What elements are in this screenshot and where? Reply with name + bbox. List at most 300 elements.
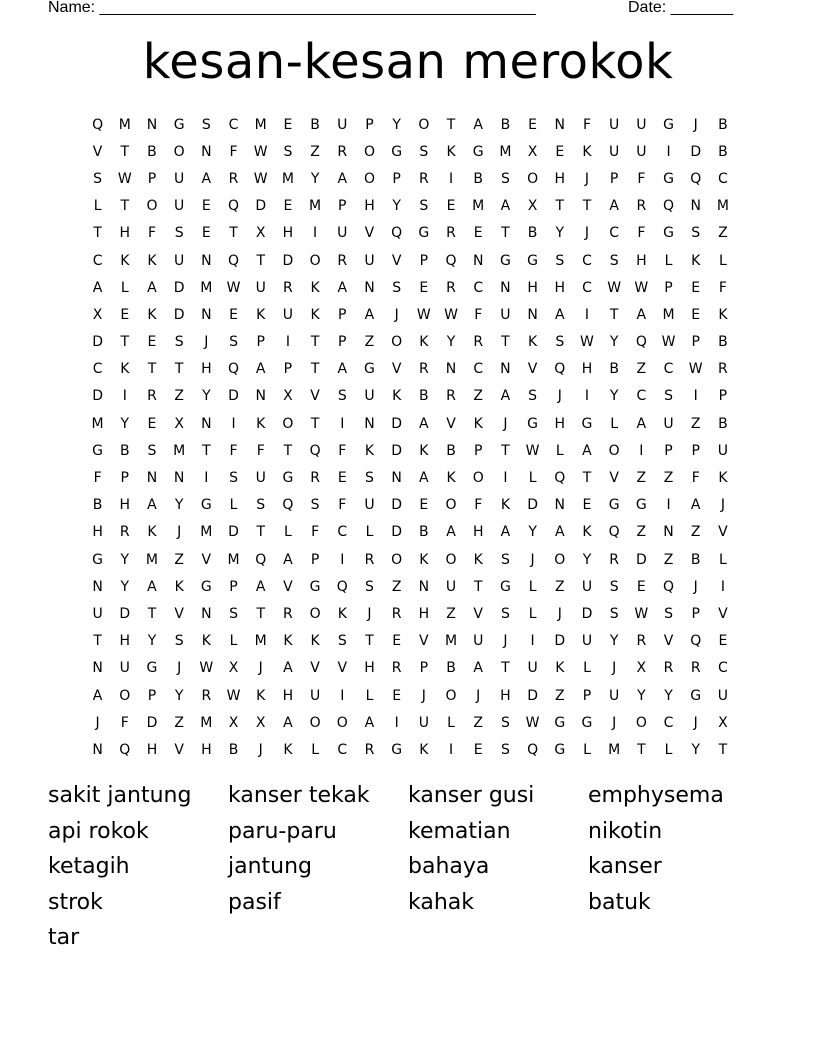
grid-letter: H — [119, 225, 131, 242]
grid-letter: L — [583, 741, 591, 758]
grid-letter: U — [174, 198, 185, 215]
grid-letter: G — [663, 116, 674, 133]
grid-letter: O — [554, 551, 566, 568]
grid-letter: V — [663, 633, 674, 650]
grid-letter: K — [473, 551, 483, 568]
grid-letter: I — [720, 578, 725, 595]
grid-letter: B — [527, 225, 538, 242]
grid-letter: A — [500, 388, 511, 405]
grid-letter: T — [365, 633, 374, 650]
grid-letter: N — [173, 470, 185, 487]
grid-letter: A — [500, 198, 511, 215]
grid-letter: V — [527, 361, 538, 378]
grid-letter: R — [609, 551, 620, 568]
grid-letter: P — [419, 252, 429, 269]
grid-letter: L — [664, 252, 673, 269]
grid-letter: T — [147, 361, 157, 378]
grid-letter: B — [446, 442, 456, 459]
grid-letter: Z — [364, 334, 375, 351]
grid-letter: M — [472, 198, 485, 215]
grid-letter: R — [228, 170, 239, 187]
grid-letter: D — [228, 388, 239, 405]
grid-letter: F — [718, 279, 727, 296]
grid-letter: D — [391, 415, 403, 432]
grid-letter: J — [557, 605, 562, 622]
grid-letter: A — [337, 279, 348, 296]
grid-letter: Y — [392, 198, 401, 215]
grid-letter: G — [608, 497, 620, 514]
grid-letter: J — [503, 415, 508, 432]
grid-letter: S — [174, 334, 184, 351]
grid-letter: X — [228, 660, 239, 677]
grid-letter: J — [367, 605, 372, 622]
grid-letter: Y — [691, 741, 700, 758]
grid-letter: L — [311, 741, 319, 758]
grid-letter: I — [693, 388, 698, 405]
grid-letter: H — [527, 279, 538, 296]
grid-letter: P — [147, 687, 157, 704]
grid-letter: P — [120, 470, 129, 487]
grid-letter: K — [419, 551, 429, 568]
grid-letter: T — [501, 442, 510, 459]
grid-letter: P — [664, 279, 673, 296]
grid-letter: O — [445, 687, 457, 704]
grid-letter: I — [448, 170, 454, 187]
grid-letter: P — [365, 116, 374, 133]
word-list-item: ketagih — [48, 854, 130, 880]
grid-letter: F — [229, 143, 238, 160]
grid-letter: M — [118, 116, 131, 133]
grid-letter: K — [419, 741, 429, 758]
grid-letter: Q — [608, 524, 620, 541]
grid-letter: T — [120, 143, 130, 160]
grid-letter: Q — [228, 361, 240, 378]
grid-letter: G — [690, 687, 702, 704]
grid-letter: W — [525, 442, 540, 459]
grid-letter: P — [691, 605, 700, 622]
grid-letter: L — [610, 415, 619, 432]
grid-letter: P — [473, 442, 483, 459]
grid-letter: Z — [174, 388, 184, 405]
grid-letter: J — [530, 551, 535, 568]
grid-letter: O — [363, 143, 375, 160]
grid-letter: N — [472, 252, 484, 269]
grid-letter: A — [255, 361, 266, 378]
grid-letter: A — [473, 116, 483, 133]
grid-letter: R — [391, 660, 402, 677]
grid-letter: E — [283, 116, 293, 133]
grid-letter: S — [256, 497, 266, 514]
grid-letter: R — [446, 388, 456, 405]
grid-letter: D — [173, 279, 185, 296]
grid-letter: R — [337, 143, 348, 160]
grid-letter: X — [718, 714, 728, 731]
grid-letter: J — [584, 225, 590, 242]
grid-letter: T — [555, 198, 565, 215]
grid-letter: R — [636, 198, 647, 215]
grid-letter: S — [664, 605, 673, 622]
grid-letter: G — [499, 252, 511, 269]
grid-letter: U — [282, 306, 294, 323]
grid-letter: C — [663, 714, 674, 731]
grid-letter: T — [501, 225, 510, 242]
grid-letter: S — [229, 605, 238, 622]
grid-letter: A — [92, 279, 103, 296]
grid-letter: T — [202, 442, 211, 459]
grid-letter: G — [391, 741, 403, 758]
grid-letter: X — [527, 198, 538, 215]
grid-letter: J — [177, 660, 182, 677]
grid-letter: D — [282, 252, 294, 269]
grid-letter: I — [394, 714, 399, 731]
grid-letter: S — [174, 225, 184, 242]
grid-letter: R — [718, 361, 728, 378]
grid-letter: W — [661, 334, 676, 351]
grid-letter: S — [337, 633, 347, 650]
grid-letter: K — [582, 524, 592, 541]
grid-letter: B — [147, 143, 157, 160]
grid-letter: F — [582, 116, 591, 133]
grid-letter: U — [473, 633, 484, 650]
grid-letter: N — [364, 279, 375, 296]
grid-letter: C — [228, 116, 239, 133]
grid-letter: D — [228, 524, 239, 541]
grid-letter: R — [283, 279, 293, 296]
grid-letter: Q — [336, 578, 348, 595]
word-list-item: batuk — [588, 889, 651, 915]
grid-letter: N — [391, 470, 402, 487]
grid-letter: N — [554, 116, 566, 133]
grid-letter: F — [256, 442, 265, 459]
grid-letter: K — [337, 605, 347, 622]
grid-letter: V — [473, 605, 483, 622]
grid-letter: D — [690, 143, 702, 160]
grid-letter: P — [229, 578, 238, 595]
grid-letter: O — [309, 605, 321, 622]
grid-letter: S — [419, 198, 429, 215]
grid-letter: N — [554, 497, 566, 514]
grid-letter: S — [609, 605, 619, 622]
grid-letter: C — [663, 361, 674, 378]
grid-letter: A — [554, 524, 565, 541]
grid-letter: O — [173, 143, 185, 160]
grid-letter: F — [637, 170, 646, 187]
grid-letter: M — [145, 551, 159, 568]
grid-letter: H — [119, 497, 131, 514]
grid-letter: U — [609, 687, 620, 704]
grid-letter: X — [174, 415, 184, 432]
grid-letter: F — [229, 442, 238, 459]
grid-letter: B — [473, 170, 484, 187]
grid-letter: I — [503, 470, 508, 487]
grid-letter: W — [607, 279, 622, 296]
grid-letter: Z — [690, 524, 701, 541]
grid-letter: L — [93, 198, 102, 215]
grid-letter: Q — [309, 442, 321, 459]
grid-letter: W — [688, 361, 703, 378]
grid-letter: K — [392, 388, 402, 405]
grid-letter: K — [174, 578, 184, 595]
grid-letter: L — [447, 714, 455, 731]
grid-letter: E — [229, 306, 238, 323]
grid-letter: E — [201, 198, 211, 215]
grid-letter: S — [664, 388, 673, 405]
grid-letter: T — [93, 633, 102, 650]
grid-letter: F — [120, 714, 129, 731]
word-list-item: nikotin — [588, 818, 663, 844]
grid-letter: R — [446, 225, 456, 242]
grid-letter: I — [122, 388, 127, 405]
grid-letter: E — [147, 415, 157, 432]
grid-letter: Y — [664, 687, 673, 704]
grid-letter: I — [666, 497, 671, 514]
grid-letter: A — [419, 470, 429, 487]
grid-letter: K — [201, 633, 211, 650]
grid-letter: G — [499, 578, 511, 595]
grid-letter: H — [201, 361, 212, 378]
grid-letter: L — [719, 551, 727, 568]
grid-letter: J — [693, 116, 698, 133]
grid-letter: Y — [120, 578, 130, 595]
grid-letter: D — [119, 605, 131, 622]
grid-letter: R — [473, 334, 484, 351]
grid-letter: K — [419, 334, 429, 351]
grid-letter: I — [639, 442, 644, 459]
grid-letter: V — [419, 633, 429, 650]
grid-letter: R — [636, 633, 647, 650]
grid-letter: U — [255, 470, 266, 487]
grid-letter: R — [364, 741, 375, 758]
grid-letter: K — [446, 143, 456, 160]
grid-letter: J — [394, 306, 399, 323]
grid-letter: O — [119, 687, 131, 704]
grid-letter: Z — [310, 143, 320, 160]
grid-letter: M — [91, 415, 104, 432]
grid-letter: R — [119, 524, 130, 541]
grid-letter: E — [691, 306, 701, 323]
grid-letter: S — [365, 470, 374, 487]
grid-letter: P — [392, 170, 401, 187]
grid-letter: A — [473, 660, 483, 677]
grid-letter: U — [119, 660, 130, 677]
grid-letter: R — [201, 687, 212, 704]
grid-letter: S — [691, 225, 701, 242]
grid-letter: P — [691, 334, 700, 351]
grid-letter: N — [92, 741, 103, 758]
grid-letter: X — [527, 143, 538, 160]
grid-letter: R — [418, 361, 429, 378]
grid-letter: A — [364, 306, 375, 323]
grid-letter: G — [282, 470, 294, 487]
grid-letter: G — [581, 415, 593, 432]
page-title: kesan-kesan merokok — [142, 34, 674, 90]
grid-letter: I — [340, 687, 345, 704]
grid-letter: S — [365, 578, 374, 595]
grid-letter: F — [147, 225, 156, 242]
grid-letter: A — [283, 551, 293, 568]
grid-letter: K — [283, 741, 293, 758]
grid-letter: S — [500, 714, 510, 731]
grid-letter: Z — [473, 714, 484, 731]
grid-letter: D — [173, 306, 185, 323]
grid-letter: V — [391, 361, 402, 378]
grid-letter: V — [718, 605, 728, 622]
grid-letter: P — [691, 442, 700, 459]
grid-letter: O — [146, 198, 158, 215]
grid-letter: U — [717, 442, 729, 459]
grid-letter: A — [337, 361, 348, 378]
word-list-item: kanser gusi — [408, 783, 535, 808]
grid-letter: T — [93, 225, 102, 242]
grid-letter: Y — [555, 225, 565, 242]
grid-letter: T — [147, 605, 157, 622]
grid-letter: G — [200, 497, 212, 514]
grid-letter: K — [500, 497, 510, 514]
name-field-label: Name: _________________________________________________ — [48, 0, 536, 16]
grid-letter: W — [634, 279, 649, 296]
grid-letter: O — [527, 170, 539, 187]
grid-letter: Y — [637, 687, 646, 704]
grid-letter: V — [364, 225, 375, 242]
grid-letter: O — [608, 442, 620, 459]
grid-letter: H — [282, 687, 294, 704]
grid-letter: U — [636, 116, 647, 133]
grid-letter: U — [364, 388, 375, 405]
grid-letter: T — [174, 361, 184, 378]
grid-letter: T — [310, 361, 320, 378]
grid-letter: C — [92, 252, 103, 269]
grid-letter: I — [448, 741, 454, 758]
grid-letter: R — [418, 170, 429, 187]
grid-letter: V — [310, 660, 320, 677]
grid-letter: I — [340, 551, 345, 568]
grid-letter: H — [92, 524, 103, 541]
grid-letter: L — [555, 442, 564, 459]
grid-letter: B — [718, 415, 728, 432]
grid-letter: C — [582, 279, 592, 296]
grid-letter: G — [663, 170, 674, 187]
grid-letter: T — [120, 334, 130, 351]
grid-letter: U — [418, 714, 429, 731]
grid-letter: W — [444, 306, 458, 323]
grid-letter: E — [419, 497, 429, 514]
grid-letter: U — [663, 415, 674, 432]
grid-letter: H — [636, 252, 647, 269]
word-list-item: kanser — [588, 854, 662, 880]
grid-letter: D — [635, 551, 647, 568]
grid-letter: Q — [445, 252, 457, 269]
grid-letter: V — [92, 143, 103, 160]
grid-letter: S — [310, 497, 320, 514]
grid-letter: H — [554, 279, 566, 296]
grid-letter: P — [256, 334, 265, 351]
grid-letter: L — [365, 524, 374, 541]
grid-letter: L — [664, 741, 673, 758]
grid-letter: K — [256, 306, 266, 323]
grid-letter: A — [419, 415, 429, 432]
grid-letter: K — [419, 442, 429, 459]
grid-letter: I — [231, 415, 236, 432]
grid-letter: K — [256, 415, 266, 432]
grid-letter: J — [258, 741, 263, 758]
grid-letter: S — [229, 470, 238, 487]
letter-grid — [84, 111, 737, 764]
grid-letter: U — [609, 143, 620, 160]
grid-letter: P — [718, 388, 728, 405]
grid-letter: U — [527, 660, 538, 677]
grid-letter: Y — [609, 334, 619, 351]
grid-letter: M — [173, 442, 186, 459]
grid-letter: N — [201, 143, 212, 160]
grid-letter: H — [364, 660, 375, 677]
grid-letter: N — [500, 279, 511, 296]
grid-letter: O — [309, 252, 321, 269]
word-list-item: strok — [48, 889, 103, 915]
word-list-item: pasif — [228, 889, 281, 915]
grid-letter: M — [309, 198, 322, 215]
grid-letter: C — [473, 361, 484, 378]
grid-letter: Z — [554, 687, 565, 704]
grid-letter: H — [472, 524, 484, 541]
grid-letter: H — [554, 415, 566, 432]
grid-letter: N — [364, 415, 375, 432]
grid-letter: G — [391, 143, 403, 160]
grid-letter: O — [635, 714, 647, 731]
word-list-item: bahaya — [408, 854, 490, 880]
grid-letter: D — [581, 605, 593, 622]
grid-letter: G — [527, 415, 539, 432]
grid-letter: X — [92, 306, 103, 323]
grid-letter: T — [310, 334, 320, 351]
grid-letter: C — [337, 524, 348, 541]
grid-letter: T — [229, 225, 238, 242]
grid-letter: Y — [174, 687, 184, 704]
grid-letter: X — [228, 714, 239, 731]
grid-letter: P — [338, 306, 347, 323]
grid-letter: D — [92, 388, 103, 405]
grid-letter: E — [528, 116, 538, 133]
grid-letter: U — [337, 116, 348, 133]
grid-letter: U — [445, 578, 457, 595]
grid-letter: F — [311, 524, 320, 541]
grid-letter: H — [201, 741, 212, 758]
grid-letter: G — [527, 252, 539, 269]
grid-letter: B — [609, 361, 619, 378]
grid-letter: K — [718, 470, 728, 487]
grid-letter: V — [337, 660, 348, 677]
grid-letter: A — [554, 306, 565, 323]
grid-letter: I — [340, 415, 345, 432]
grid-letter: N — [500, 361, 511, 378]
grid-letter: R — [690, 660, 701, 677]
grid-letter: J — [584, 170, 590, 187]
grid-letter: Q — [635, 334, 647, 351]
grid-letter: N — [146, 116, 158, 133]
grid-letter: V — [310, 388, 320, 405]
word-list-item: kahak — [408, 889, 474, 915]
grid-letter: U — [581, 633, 593, 650]
grid-letter: L — [719, 252, 727, 269]
grid-letter: A — [201, 170, 212, 187]
grid-letter: S — [419, 143, 429, 160]
grid-letter: E — [147, 334, 157, 351]
grid-letter: U — [364, 497, 375, 514]
grid-letter: I — [530, 633, 535, 650]
grid-letter: M — [200, 279, 213, 296]
grid-letter: V — [718, 524, 728, 541]
grid-letter: K — [718, 306, 728, 323]
grid-letter: J — [693, 714, 698, 731]
